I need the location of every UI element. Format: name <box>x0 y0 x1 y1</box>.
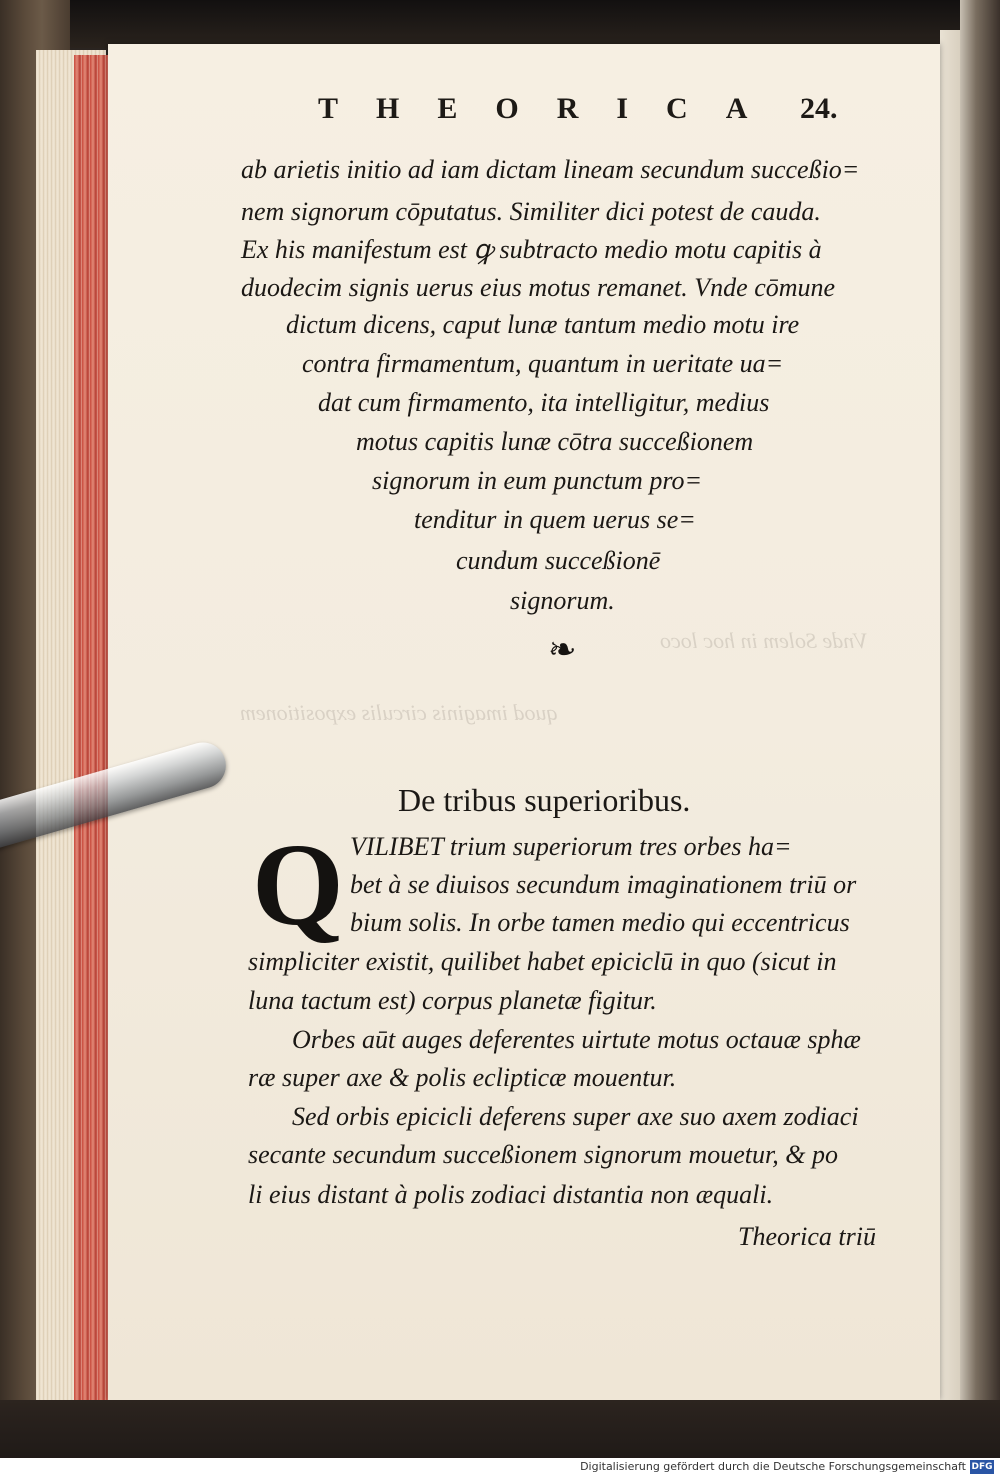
text-line: cundum succeßionē <box>456 546 661 575</box>
running-head: THEORICA <box>318 92 786 125</box>
text-line: duodecim signis uerus eius motus remanet. Vnde cōmune <box>241 273 836 302</box>
book-binding-right <box>960 0 1000 1460</box>
text-line: signorum in eum punctum pro= <box>372 466 703 495</box>
text-line: motus capitis lunæ cōtra succeßionem <box>356 427 754 456</box>
text-line: bium solis. In orbe tamen medio qui eccentricus <box>350 908 850 937</box>
text-line: dat cum firmamento, ita intelligitur, medius <box>318 388 770 417</box>
show-through-text: quod imaginis circulis expositionem <box>240 700 558 725</box>
text-line: bet à se diuisos secundum imaginationem triū or <box>350 870 857 899</box>
text-line: ræ super axe & polis eclipticæ mouentur. <box>248 1063 677 1092</box>
scan-background-bottom <box>0 1400 1000 1460</box>
text-line: simpliciter existit, quilibet habet epiciclū in quo (sicut in <box>248 947 837 976</box>
drop-initial: Q <box>252 819 344 950</box>
catchword: Theorica triū <box>738 1222 876 1251</box>
text-line: contra firmamentum, quantum in ueritate ua= <box>302 349 784 378</box>
text-line: Orbes aūt auges deferentes uirtute motus octauæ sphæ <box>292 1025 861 1054</box>
fleuron-ornament-icon: ❧ <box>548 630 577 670</box>
text-line: signorum. <box>510 586 615 615</box>
dfg-logo: DFG <box>971 1462 993 1472</box>
text-line: VILIBET trium superiorum tres orbes ha= <box>350 832 792 861</box>
text-line: Sed orbis epicicli deferens super axe suo axem zodiaci <box>292 1102 859 1131</box>
funding-credit: Digitalisierung gefördert durch die Deutsche Forschungsgemeinschaft <box>580 1460 966 1473</box>
section-heading: De tribus superioribus. <box>398 782 691 818</box>
show-through-text: Vnde Solem in hoc loco <box>660 628 868 653</box>
text-line: ab arietis initio ad iam dictam lineam secundum succeßio= <box>241 155 860 184</box>
text-line: nem signorum cōputatus. Similiter dici potest de cauda. <box>241 197 821 226</box>
text-line: tenditur in quem uerus se= <box>414 505 696 534</box>
text-line: luna tactum est) corpus planetæ figitur. <box>248 986 657 1015</box>
text-line: dictum dicens, caput lunæ tantum medio motu ire <box>286 310 800 339</box>
scan-background-top <box>0 0 1000 48</box>
text-line: Ex his manifestum est ꝙ subtracto medio motu capitis à <box>241 235 822 264</box>
page-number: 24. <box>800 92 838 125</box>
text-line: secante secundum succeßionem signorum mouetur, & po <box>248 1140 838 1169</box>
text-line: li eius distant à polis zodiaci distantia non æquali. <box>248 1180 774 1209</box>
